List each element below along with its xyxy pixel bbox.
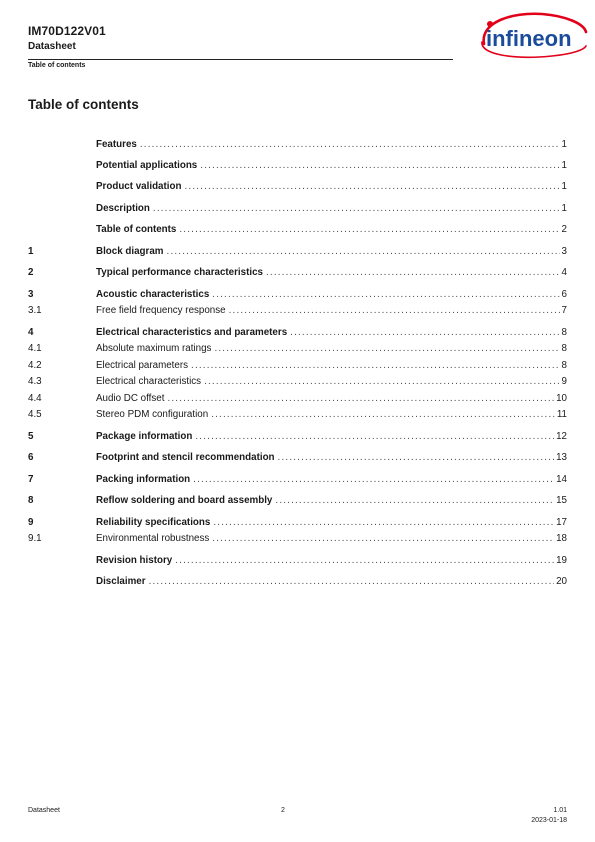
- toc-section-number: 4.1: [28, 343, 42, 354]
- toc-entry[interactable]: [28, 304, 567, 318]
- toc-section-number: 3.1: [28, 305, 42, 316]
- toc-entry-label[interactable]: Acoustic characteristics: [96, 289, 210, 300]
- toc-entry-label[interactable]: Typical performance characteristics: [96, 267, 263, 278]
- toc-leader-dots: [275, 494, 554, 508]
- toc-page-number[interactable]: 17: [556, 517, 567, 528]
- toc-entry[interactable]: [28, 202, 567, 216]
- toc-leader-dots: [214, 342, 559, 356]
- toc-entry-label[interactable]: Free field frequency response: [96, 305, 226, 316]
- toc-page-number[interactable]: 19: [556, 555, 567, 566]
- toc-section-number: 8: [28, 495, 34, 506]
- toc-entry[interactable]: [28, 494, 567, 508]
- toc-entry[interactable]: [28, 532, 567, 546]
- toc-entry-label[interactable]: Product validation: [96, 181, 182, 192]
- toc-entry-label[interactable]: Electrical parameters: [96, 360, 189, 371]
- toc-entry[interactable]: [28, 159, 567, 173]
- toc-entry-label[interactable]: Packing information: [96, 474, 191, 485]
- toc-entry-label[interactable]: Electrical characteristics: [96, 376, 202, 387]
- toc-leader-dots: [200, 159, 559, 173]
- toc-leader-dots: [175, 554, 554, 568]
- toc-section-number: 4: [28, 327, 34, 338]
- toc-page-number[interactable]: 11: [556, 409, 567, 420]
- toc-entry[interactable]: [28, 375, 567, 389]
- toc-page-number[interactable]: 6: [561, 289, 567, 300]
- footer-doc-type: Datasheet: [28, 807, 60, 814]
- toc-entry[interactable]: [28, 516, 567, 530]
- toc-page-number[interactable]: 2: [561, 224, 567, 235]
- toc-leader-dots: [213, 516, 554, 530]
- toc-entry[interactable]: [28, 288, 567, 302]
- toc-leader-dots: [179, 223, 559, 237]
- page-heading: Table of contents: [28, 97, 139, 112]
- toc-leader-dots: [290, 326, 559, 340]
- toc-entry[interactable]: [28, 473, 567, 487]
- toc-leader-dots: [140, 138, 560, 152]
- toc-leader-dots: [167, 245, 560, 259]
- toc-entry[interactable]: [28, 554, 567, 568]
- toc-section-number: 4.4: [28, 393, 42, 404]
- footer-revision: 1.01: [553, 807, 567, 814]
- toc-leader-dots: [191, 359, 560, 373]
- toc-leader-dots: [184, 180, 559, 194]
- toc-entry-label[interactable]: Disclaimer: [96, 576, 146, 587]
- toc-entry-label[interactable]: Package information: [96, 431, 193, 442]
- running-section-title: Table of contents: [28, 62, 86, 69]
- toc-leader-dots: [266, 266, 560, 280]
- toc-page-number[interactable]: 8: [561, 343, 567, 354]
- toc-entry-label[interactable]: Reflow soldering and board assembly: [96, 495, 273, 506]
- infineon-logo: [472, 10, 590, 62]
- toc-section-number: 7: [28, 474, 34, 485]
- toc-page-number[interactable]: 9: [561, 376, 567, 387]
- toc-page-number[interactable]: 20: [556, 576, 567, 587]
- toc-section-number: 5: [28, 431, 34, 442]
- toc-page-number[interactable]: 1: [561, 203, 567, 214]
- toc-section-number: 2: [28, 267, 34, 278]
- toc-entry[interactable]: [28, 342, 567, 356]
- logo-wordmark: infineon: [486, 26, 572, 51]
- toc-entry[interactable]: [28, 245, 567, 259]
- toc-leader-dots: [195, 430, 554, 444]
- footer-page-number: 2: [281, 807, 285, 814]
- toc-leader-dots: [212, 288, 559, 302]
- toc-entry-label[interactable]: Electrical characteristics and parameters: [96, 327, 288, 338]
- toc-entry-label[interactable]: Block diagram: [96, 246, 164, 257]
- toc-section-number: 4.5: [28, 409, 42, 420]
- toc-page-number[interactable]: 14: [556, 474, 567, 485]
- toc-entry[interactable]: [28, 266, 567, 280]
- toc-leader-dots: [193, 473, 554, 487]
- toc-entry-label[interactable]: Environmental robustness: [96, 533, 210, 544]
- toc-entry-label[interactable]: Audio DC offset: [96, 393, 165, 404]
- document-type: Datasheet: [28, 41, 76, 52]
- toc-page-number[interactable]: 18: [556, 533, 567, 544]
- toc-page-number[interactable]: 7: [561, 305, 567, 316]
- toc-page-number[interactable]: 1: [561, 181, 567, 192]
- footer-date: 2023-01-18: [531, 817, 567, 824]
- toc-page-number[interactable]: 13: [556, 452, 567, 463]
- toc-entry-label[interactable]: Reliability specifications: [96, 517, 211, 528]
- toc-entry-label[interactable]: Revision history: [96, 555, 173, 566]
- toc-page-number[interactable]: 10: [556, 393, 567, 404]
- toc-leader-dots: [204, 375, 559, 389]
- toc-section-number: 6: [28, 452, 34, 463]
- toc-leader-dots: [212, 532, 554, 546]
- toc-page-number[interactable]: 8: [561, 327, 567, 338]
- toc-entry[interactable]: [28, 408, 567, 422]
- toc-section-number: 9.1: [28, 533, 42, 544]
- toc-entry-label[interactable]: Description: [96, 203, 150, 214]
- toc-entry[interactable]: [28, 326, 567, 340]
- toc-entry[interactable]: [28, 138, 567, 152]
- toc-entry-label[interactable]: Stereo PDM configuration: [96, 409, 209, 420]
- toc-section-number: 3: [28, 289, 34, 300]
- toc-page-number[interactable]: 1: [561, 160, 567, 171]
- toc-entry-label[interactable]: Table of contents: [96, 224, 177, 235]
- toc-leader-dots: [167, 392, 554, 406]
- toc-entry[interactable]: [28, 180, 567, 194]
- toc-page-number[interactable]: 15: [556, 495, 567, 506]
- toc-entry[interactable]: [28, 430, 567, 444]
- toc-section-number: 1: [28, 246, 34, 257]
- toc-leader-dots: [229, 304, 560, 318]
- toc-page-number[interactable]: 3: [561, 246, 567, 257]
- toc-entry-label[interactable]: Absolute maximum ratings: [96, 343, 212, 354]
- toc-leader-dots: [278, 451, 555, 465]
- toc-section-number: 4.3: [28, 376, 42, 387]
- toc-entry-label[interactable]: Features: [96, 139, 137, 150]
- toc-section-number: 9: [28, 517, 34, 528]
- toc-entry-label[interactable]: Potential applications: [96, 160, 198, 171]
- toc-page-number[interactable]: 4: [561, 267, 567, 278]
- toc-entry[interactable]: [28, 359, 567, 373]
- toc-leader-dots: [149, 575, 555, 589]
- document-title: IM70D122V01: [28, 24, 106, 38]
- toc-entry-label[interactable]: Footprint and stencil recommendation: [96, 452, 275, 463]
- toc-entry[interactable]: [28, 392, 567, 406]
- header-divider: [28, 59, 453, 60]
- toc-entry[interactable]: [28, 223, 567, 237]
- toc-page-number[interactable]: 8: [561, 360, 567, 371]
- toc-page-number[interactable]: 12: [556, 431, 567, 442]
- toc-leader-dots: [153, 202, 560, 216]
- toc-entry[interactable]: [28, 451, 567, 465]
- toc-page-number[interactable]: 1: [561, 139, 567, 150]
- toc-entry[interactable]: [28, 575, 567, 589]
- toc-section-number: 4.2: [28, 360, 42, 371]
- toc-leader-dots: [211, 408, 555, 422]
